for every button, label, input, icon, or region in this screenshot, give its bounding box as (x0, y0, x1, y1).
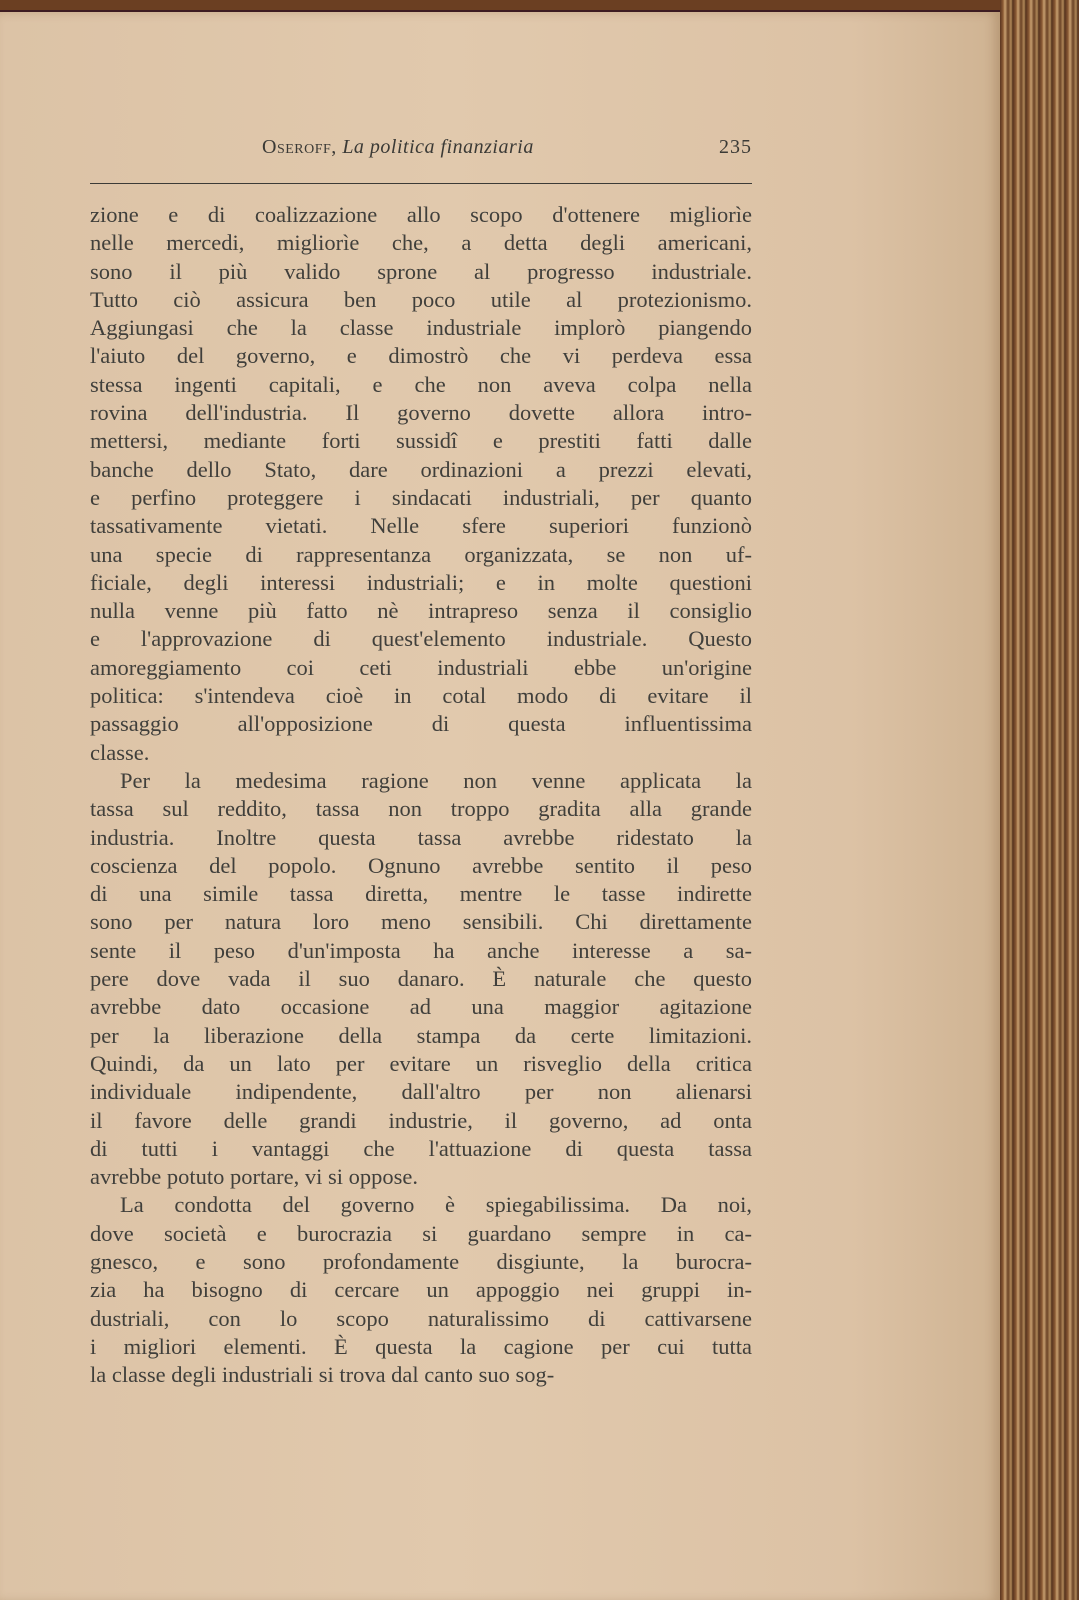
paragraph (90, 201, 752, 767)
text-line: zione e di coalizzazione allo scopo d'ottenere migliorìe (90, 202, 752, 227)
text-line: gnesco, e sono profondamente disgiunte, la burocra- (90, 1248, 752, 1274)
text-line: Quindi, da un lato per evitare un risveglio della critica (90, 1050, 752, 1076)
text-line: pere dove vada il suo danaro. È naturale che questo (90, 966, 752, 992)
text-line: la classe degli industriali si trova dal canto suo sog- (90, 1362, 555, 1388)
body-text (90, 201, 752, 1389)
text-line: industria. Inoltre questa tassa avrebbe ridestato la (90, 824, 752, 850)
text-line: Aggiungasi che la classe industriale implorò piangendo (90, 315, 752, 341)
page-number: 235 (719, 136, 752, 158)
text-line: nulla venne più fatto nè intrapreso senza il consiglio (90, 598, 752, 624)
text-line: tassativamente vietati. Nelle sfere superiori funzionò (90, 513, 752, 539)
text-line: sono per natura loro meno sensibili. Chi direttamente (90, 909, 752, 935)
paragraph (90, 767, 752, 1191)
text-line: una specie di rappresentanza organizzata, se non uf- (90, 541, 752, 567)
text-line: ficiale, degli interessi industriali; e in molte questioni (90, 569, 752, 595)
header-rule (90, 183, 752, 184)
text-line: coscienza del popolo. Ognuno avrebbe sentito il peso (90, 852, 752, 878)
text-line: avrebbe dato occasione ad una maggior agitazione (90, 994, 752, 1020)
text-line: passaggio all'opposizione di questa influentissima (90, 711, 752, 737)
text-line: di tutti i vantaggi che l'attuazione di questa tassa (90, 1135, 752, 1161)
running-head-work: La politica finanziaria (342, 136, 534, 158)
text-line: tassa sul reddito, tassa non troppo gradita alla grande (90, 796, 752, 822)
text-line: politica: s'intendeva cioè in cotal modo di evitare il (90, 683, 752, 709)
text-line: classe. (90, 739, 150, 765)
text-line: il favore delle grandi industrie, il governo, ad onta (90, 1107, 752, 1133)
text-line: dove società e burocrazia si guardano sempre in ca- (90, 1220, 752, 1246)
text-line: per la liberazione della stampa da certe limitazioni. (90, 1022, 752, 1048)
text-line: individuale indipendente, dall'altro per non alienarsi (90, 1079, 752, 1105)
text-line: amoreggiamento coi ceti industriali ebbe un'origine (90, 654, 752, 680)
text-line: i migliori elementi. È questa la cagione per cui tutta (90, 1333, 752, 1359)
text-line: zia ha bisogno di cercare un appoggio nei gruppi in- (90, 1277, 752, 1303)
text-line: avrebbe potuto portare, vi si oppose. (90, 1164, 419, 1190)
text-line: stessa ingenti capitali, e che non aveva colpa nella (90, 371, 752, 397)
text-line: La condotta del governo è spiegabilissima. Da noi, (120, 1192, 752, 1218)
text-line: Per la medesima ragione non venne applicata la (120, 767, 752, 793)
text-line: rovina dell'industria. Il governo dovette allora intro- (90, 400, 752, 426)
running-head (90, 136, 752, 166)
text-line: sente il peso d'un'imposta ha anche interesse a sa- (90, 937, 752, 963)
text-line: e l'approvazione di quest'elemento industriale. Questo (90, 626, 752, 652)
running-head-title (262, 136, 534, 159)
page-edge-stack (1000, 0, 1079, 1600)
text-line: nelle mercedi, migliorìe che, a detta degli americani, (90, 230, 752, 256)
text-line: banche dello Stato, dare ordinazioni a prezzi elevati, (90, 456, 752, 482)
text-line: Tutto ciò assicura ben poco utile al protezionismo. (90, 286, 752, 312)
running-head-author: Oseroff, (262, 136, 337, 158)
text-line: di una simile tassa diretta, mentre le tasse indirette (90, 881, 752, 907)
text-line: sono il più valido sprone al progresso industriale. (90, 258, 752, 284)
text-line: dustriali, con lo scopo naturalissimo di cattivarsene (90, 1305, 752, 1331)
text-line: l'aiuto del governo, e dimostrò che vi perdeva essa (90, 343, 752, 369)
text-line: e perfino proteggere i sindacati industriali, per quanto (90, 484, 752, 510)
paragraph (90, 1191, 752, 1389)
text-line: mettersi, mediante forti sussidî e prestiti fatti dalle (90, 428, 752, 454)
